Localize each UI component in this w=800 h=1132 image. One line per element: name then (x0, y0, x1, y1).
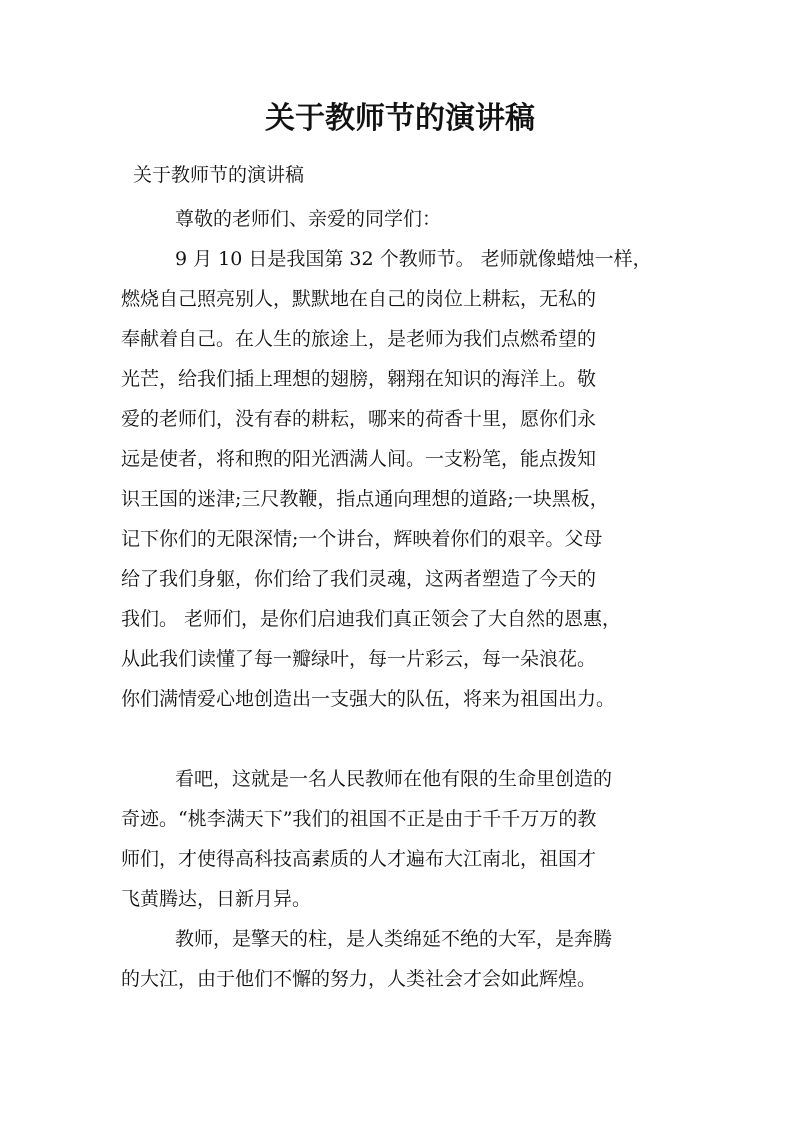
document-title: 关于教师节的演讲稿 (265, 101, 535, 136)
paragraph-1-line: 奉献着自己。在人生的旅途上，是老师为我们点燃希望的 (121, 328, 597, 350)
paragraph-1-line: 给了我们身躯，你们给了我们灵魂，这两者塑造了今天的 (121, 568, 597, 590)
paragraph-1-line: 你们满情爱心地创造出一支强大的队伍，将来为祖国出力。 (121, 688, 616, 710)
paragraph-3-line: 的大江，由于他们不懈的努力，人类社会才会如此辉煌。 (121, 968, 597, 990)
paragraph-1-line: 识王国的迷津;三尺教鞭，指点通向理想的道路;一块黑板， (121, 488, 609, 510)
paragraph-3-line: 教师，是擎天的柱，是人类绵延不绝的大军，是奔腾 (175, 928, 613, 950)
paragraph-2-line: 师们，才使得高科技高素质的人才遍布大江南北，祖国才 (121, 848, 597, 870)
paragraph-2-line: 看吧，这就是一名人民教师在他有限的生命里创造的 (175, 768, 613, 790)
paragraph-2-line: 飞黄腾达，日新月异。 (121, 888, 312, 910)
paragraph-1-line: 从此我们读懂了每一瓣绿叶，每一片彩云，每一朵浪花。 (121, 648, 597, 670)
paragraph-1-line: 我们。 老师们，是你们启迪我们真正领会了大自然的恩惠， (121, 608, 622, 630)
paragraph-1-line: 光芒，给我们插上理想的翅膀，翱翔在知识的海洋上。敬 (121, 368, 597, 390)
paragraph-1-line: 记下你们的无限深情;一个讲台，辉映着你们的艰辛。父母 (121, 528, 603, 550)
paragraph-1-line: 爱的老师们，没有春的耕耘，哪来的荷香十里，愿你们永 (121, 408, 597, 430)
paragraph-1-line: 燃烧自己照亮别人，默默地在自己的岗位上耕耘，无私的 (121, 288, 597, 310)
paragraph-2-line: 奇迹。“桃李满天下”我们的祖国不正是由于千千万万的教 (121, 808, 597, 830)
greeting: 尊敬的老师们、亲爱的同学们： (175, 208, 442, 230)
paragraph-1-line: 远是使者，将和煦的阳光洒满人间。一支粉笔，能点拨知 (121, 448, 597, 470)
paragraph-1-line: 9 月 10 日是我国第 32 个教师节。 老师就像蜡烛一样， (175, 248, 652, 270)
document-subtitle: 关于教师节的演讲稿 (133, 164, 305, 186)
